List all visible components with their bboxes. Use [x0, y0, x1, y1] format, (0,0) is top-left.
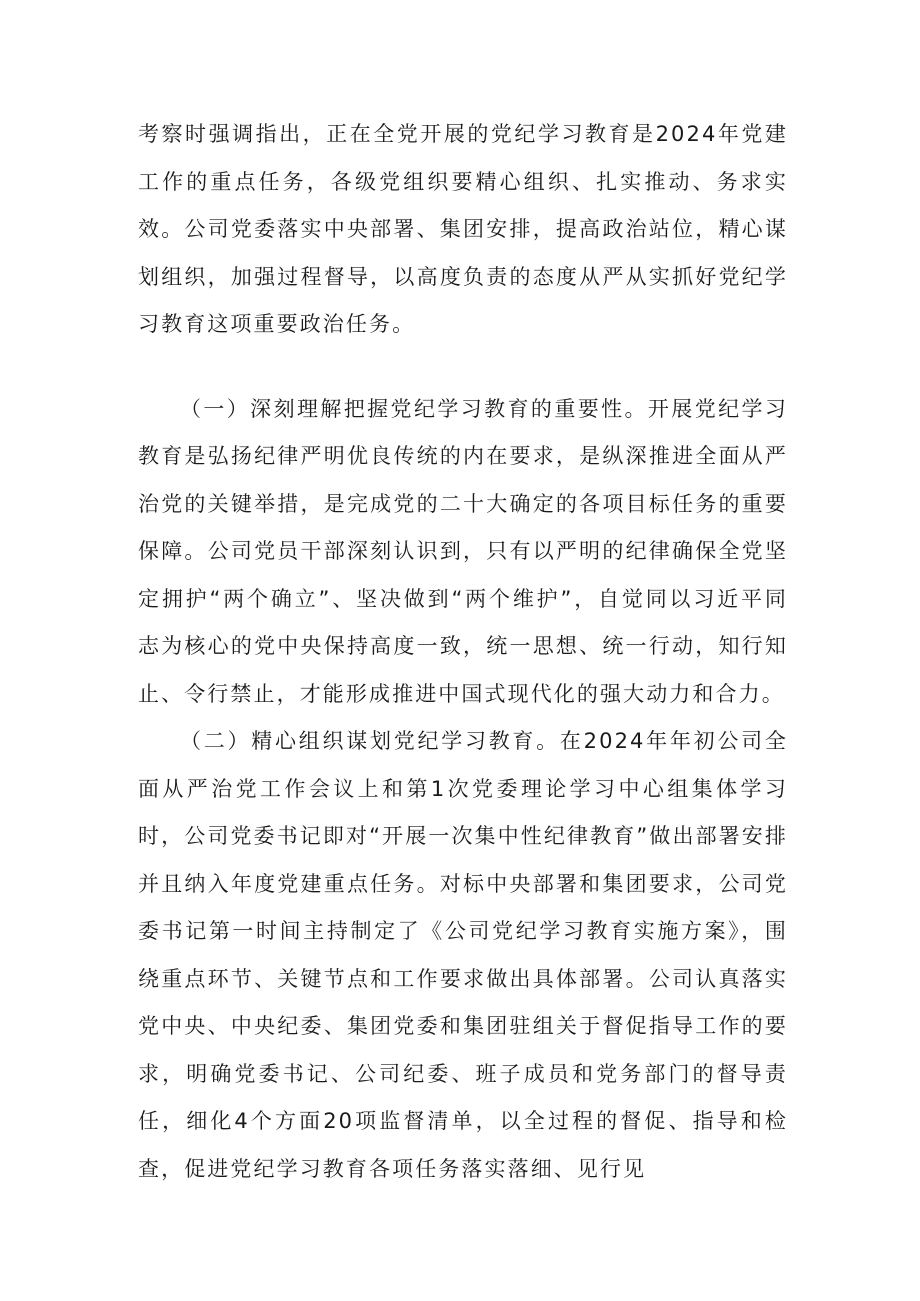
paragraph-section-1: （一）深刻理解把握党纪学习教育的重要性。开展党纪学习教育是弘扬纪律严明优良传统的内在要求，是纵深推进全面从严治党的关键举措，是完成党的二十大确定的各项目标任务的重要保障。公司党员干部深刻认识到，只有以严明的纪律确保全党坚定拥护“两个确立”、坚决做到“两个维护”，自觉同以习近平同志为核心的党中央保持高度一致，统一思想、统一行动，知行知止、令行禁止，才能形成推进中国式现代化的强大动力和合力。	[138, 396, 788, 706]
paragraph-intro: 考察时强调指出，正在全党开展的党纪学习教育是2024年党建工作的重点任务，各级党组织要精心组织、扎实推动、务求实效。公司党委落实中央部署、集团安排，提高政治站位，精心谋划组织，加强过程督导，以高度负责的态度从严从实抓好党纪学习教育这项重要政治任务。	[138, 122, 788, 336]
paragraph-spacer	[138, 349, 788, 386]
document-body	[138, 111, 788, 1193]
paragraph-section-2: （二）精心组织谋划党纪学习教育。在2024年年初公司全面从严治党工作会议上和第1次党委理论学习中心组集体学习时，公司党委书记即对“开展一次集中性纪律教育”做出部署安排并且纳入年度党建重点任务。对标中央部署和集团要求，公司党委书记第一时间主持制定了《公司党纪学习教育实施方案》，围绕重点环节、关键节点和工作要求做出具体部署。公司认真落实党中央、中央纪委、集团党委和集团驻组关于督促指导工作的要求，明确党委书记、公司纪委、班子成员和党务部门的督导责任，细化4个方面20项监督清单，以全过程的督促、指导和检查，促进党纪学习教育各项任务落实落细、见行见	[138, 729, 788, 1181]
